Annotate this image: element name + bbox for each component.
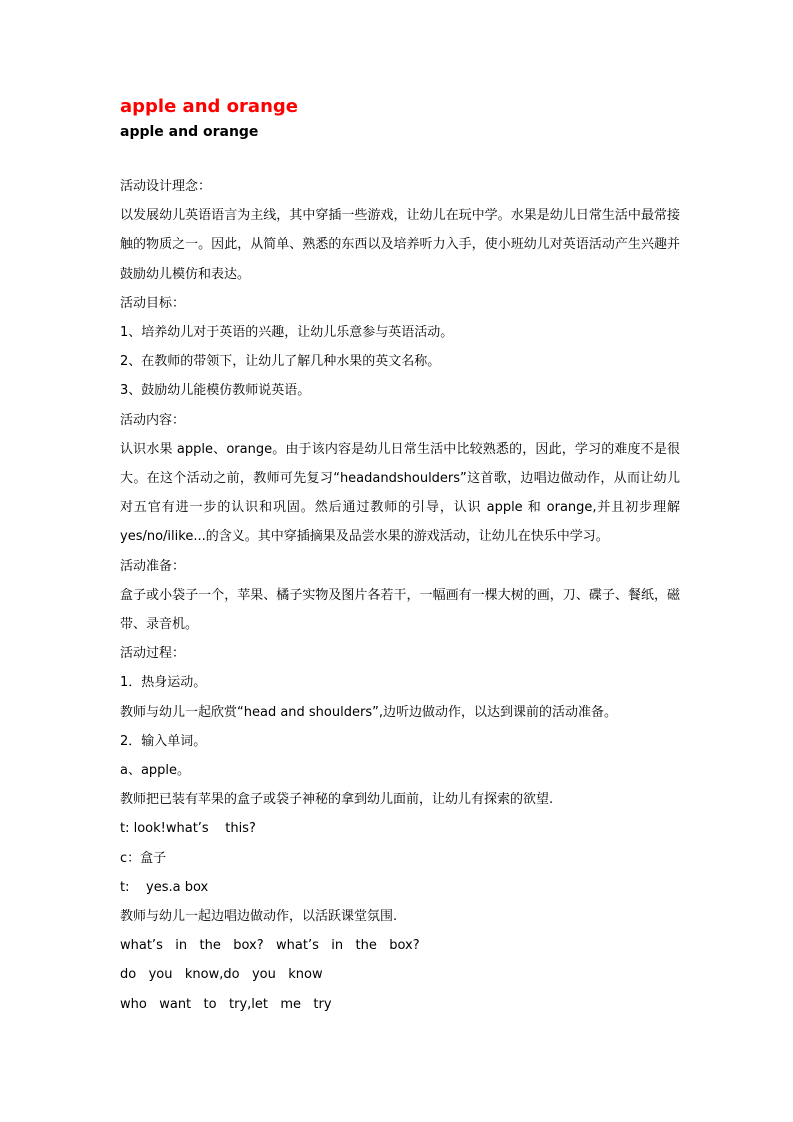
document-subtitle: apple and orange bbox=[120, 124, 259, 140]
section-heading-goals: 活动目标： bbox=[120, 295, 186, 311]
goal-item-1: 1、培养幼儿对于英语的兴趣，让幼儿乐意参与英语活动。 bbox=[120, 325, 454, 341]
section-heading-content: 活动内容： bbox=[120, 412, 186, 428]
document-title: apple and orange bbox=[120, 96, 298, 117]
preparation-text: 盒子或小袋子一个，苹果、橘子实物及图片各若干，一幅画有一棵大树的画，刀、碟子、餐纸，磁带、录音机。 bbox=[120, 587, 680, 633]
song-line-1: what’s in the box? what’s in the box? bbox=[120, 938, 420, 954]
dialogue-line-1: t: look!what’s this? bbox=[120, 821, 256, 837]
document-page bbox=[120, 94, 685, 1019]
process-activity-text: 教师与幼儿一起边唱边做动作，以活跃课堂氛围. bbox=[120, 909, 398, 925]
dialogue-line-2: c：盒子 bbox=[120, 850, 167, 866]
design-concept-text: 以发展幼儿英语语言为主线，其中穿插一些游戏，让幼儿在玩中学。水果是幼儿日常生活中最常接触的物质之一。因此，从简单、熟悉的东西以及培养听力入手，使小班幼儿对英语活动产生兴趣并鼓励幼儿模仿和表达。 bbox=[120, 208, 680, 282]
content-text: 认识水果 apple、orange。由于该内容是幼儿日常生活中比较熟悉的，因此，学习的难度不是很大。在这个活动之前，教师可先复习“headandshoulders”这首歌，边唱边做动作，从而让幼儿对五官有进一步的认识和巩固。然后通过教师的引导，认识 apple 和 orange,并且初步理解 yes/no/ilike...的含义。其中穿插摘果及品尝水果的游戏活动，让幼儿在快乐中学习。 bbox=[120, 441, 685, 545]
section-heading-design-concept: 活动设计理念： bbox=[120, 179, 212, 194]
song-line-2: do you know,do you know bbox=[120, 967, 323, 983]
goal-item-2: 2、在教师的带领下，让幼儿了解几种水果的英文名称。 bbox=[120, 354, 441, 370]
process-step-2-heading: 2．输入单词。 bbox=[120, 733, 207, 749]
section-heading-process: 活动过程： bbox=[120, 646, 186, 662]
process-step-2a-text: 教师把已装有苹果的盒子或袋子神秘的拿到幼儿面前，让幼儿有探索的欲望. bbox=[120, 792, 554, 808]
section-heading-preparation: 活动准备： bbox=[120, 558, 186, 574]
song-line-3: who want to try,let me try bbox=[120, 996, 332, 1012]
goal-item-3: 3、鼓励幼儿能模仿教师说英语。 bbox=[120, 383, 311, 399]
process-step-2a-heading: a、apple。 bbox=[120, 763, 191, 779]
dialogue-line-3: t: yes.a box bbox=[120, 879, 209, 895]
process-step-1-heading: 1．热身运动。 bbox=[120, 675, 207, 691]
process-step-1-text: 教师与幼儿一起欣赏“head and shoulders”,边听边做动作，以达到课前的活动准备。 bbox=[120, 704, 617, 720]
